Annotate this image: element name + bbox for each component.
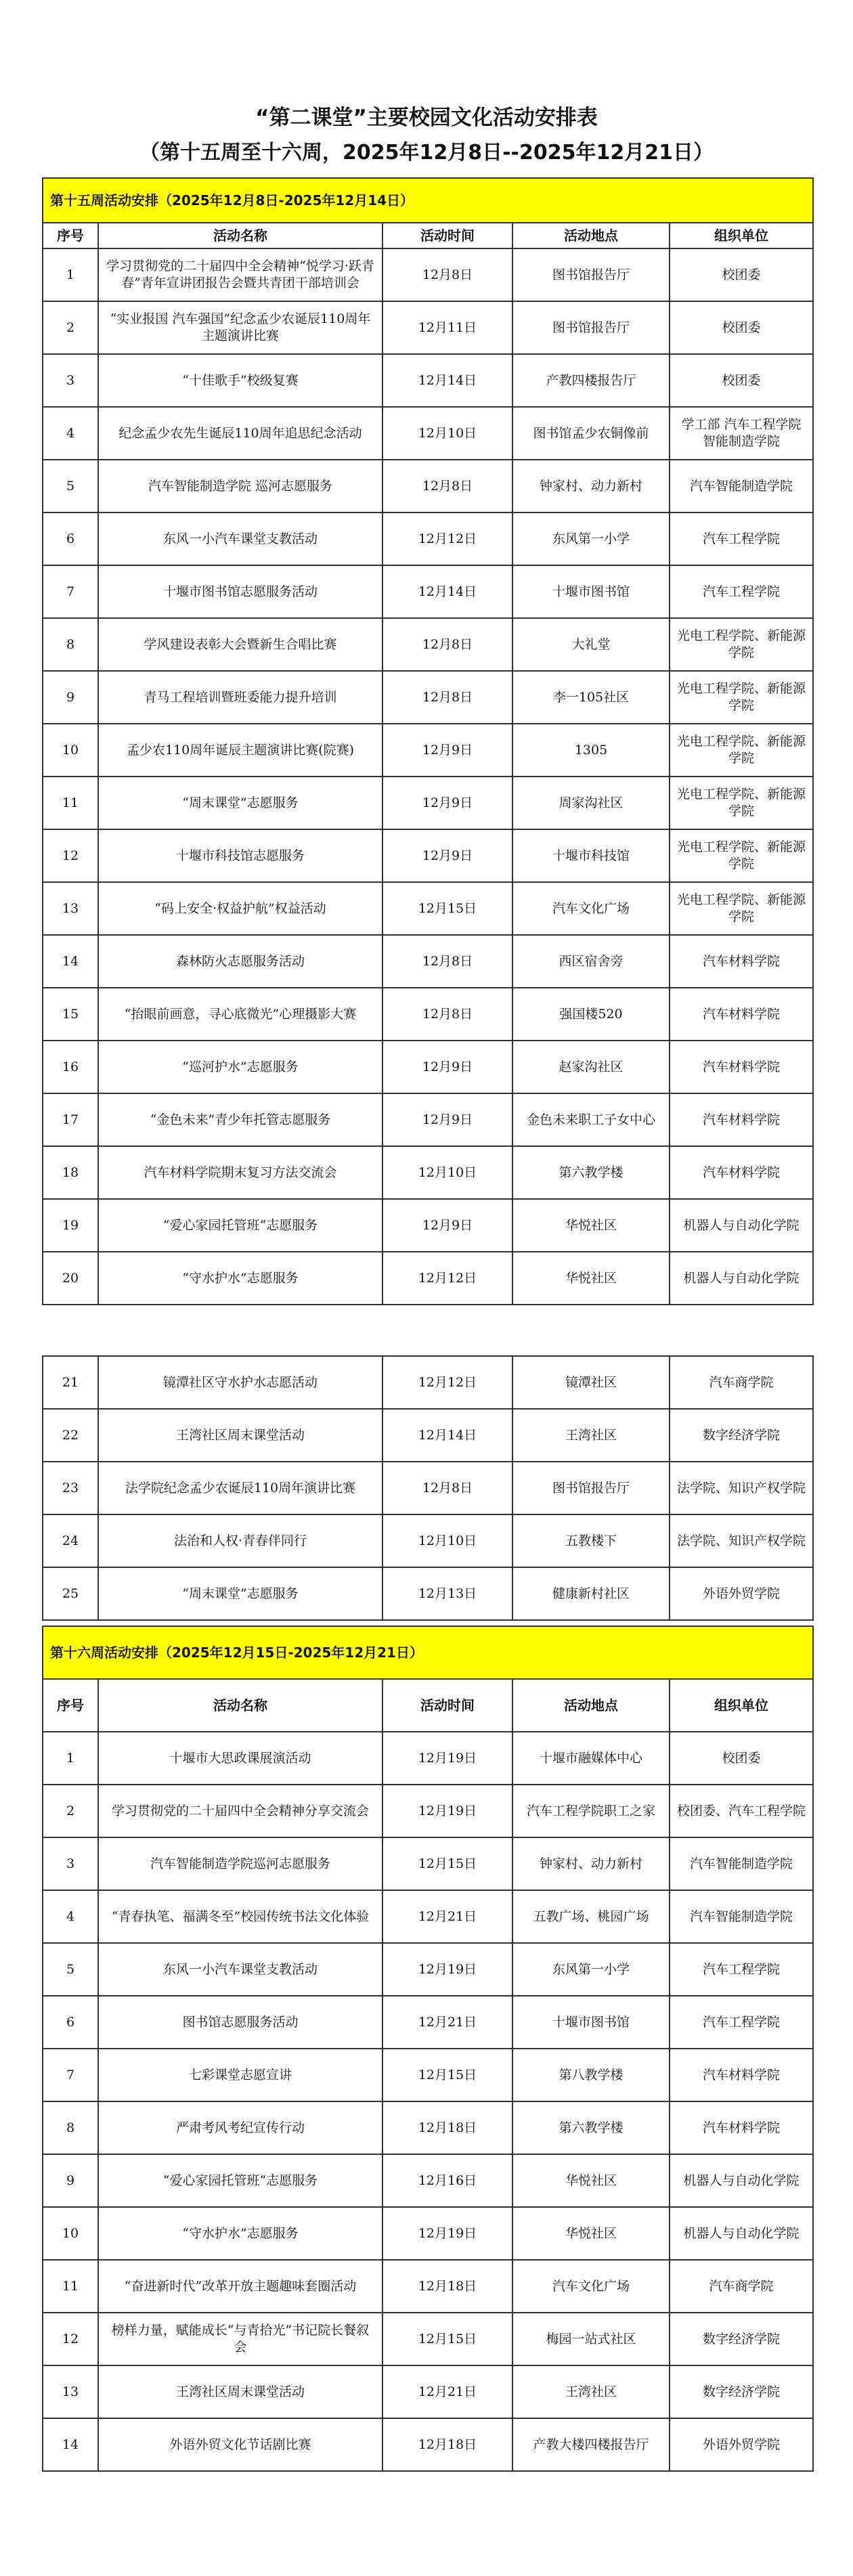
activity-location: 十堰市融媒体中心 [512,1732,670,1785]
row-index: 17 [43,1093,98,1146]
activity-time: 12月14日 [382,354,512,407]
week15-table-part2 [42,1355,812,1621]
activity-time: 12月18日 [382,2418,512,2471]
row-index: 7 [43,565,98,618]
table-row [43,1356,813,1409]
header-activity-name: 活动名称 [98,223,382,248]
activity-time: 12月10日 [382,1514,512,1567]
activity-name: “码上安全·权益护航”权益活动 [98,882,382,935]
activity-name: 东风一小汽车课堂支教活动 [98,512,382,565]
activity-time: 12月13日 [382,1567,512,1620]
table-row [43,1462,813,1514]
row-index: 4 [43,407,98,460]
row-index: 16 [43,1041,98,1093]
activity-name: 学风建设表彰大会暨新生合唱比赛 [98,618,382,671]
activity-time: 12月8日 [382,248,512,301]
table-row [43,829,813,882]
organizer-unit: 法学院、知识产权学院 [670,1514,813,1567]
activity-location: 图书馆报告厅 [512,1462,670,1514]
header-activity-location: 活动地点 [512,1679,670,1732]
activity-location: 五教楼下 [512,1514,670,1567]
table-row [43,1567,813,1620]
row-index: 9 [43,671,98,724]
header-organizer: 组织单位 [670,223,813,248]
row-index: 14 [43,935,98,988]
activity-time: 12月15日 [382,2049,512,2101]
activity-time: 12月8日 [382,988,512,1041]
activity-location: 华悦社区 [512,1252,670,1305]
row-index: 8 [43,618,98,671]
organizer-unit: 光电工程学院、新能源学院 [670,882,813,935]
activity-name: “守水护水”志愿服务 [98,2207,382,2260]
row-index: 6 [43,512,98,565]
activity-time: 12月21日 [382,1996,512,2049]
activity-location: 金色未来职工子女中心 [512,1093,670,1146]
organizer-unit: 校团委 [670,354,813,407]
activity-name: “奋进新时代”改革开放主题趣味套圈活动 [98,2260,382,2313]
week15-heading: 第十五周活动安排（2025年12月8日-2025年12月14日） [43,178,813,223]
activity-time: 12月8日 [382,460,512,512]
activity-time: 12月15日 [382,882,512,935]
activity-name: “周末课堂”志愿服务 [98,1567,382,1620]
row-index: 2 [43,1785,98,1837]
table-row [43,1252,813,1305]
activity-time: 12月14日 [382,565,512,618]
row-index: 12 [43,829,98,882]
organizer-unit: 外语外贸学院 [670,1567,813,1620]
activity-location: 汽车工程学院职工之家 [512,1785,670,1837]
organizer-unit: 光电工程学院、新能源学院 [670,724,813,777]
activity-location: 镜潭社区 [512,1356,670,1409]
table-row [43,1093,813,1146]
activity-name: 十堰市科技馆志愿服务 [98,829,382,882]
activity-name: 汽车智能制造学院 巡河志愿服务 [98,460,382,512]
table-row [43,2418,813,2471]
organizer-unit: 法学院、知识产权学院 [670,1462,813,1514]
table-row [43,1996,813,2049]
table-row [43,935,813,988]
activity-time: 12月9日 [382,1199,512,1252]
activity-location: 健康新村社区 [512,1567,670,1620]
row-index: 24 [43,1514,98,1567]
activity-time: 12月10日 [382,1146,512,1199]
activity-name: 十堰市图书馆志愿服务活动 [98,565,382,618]
row-index: 14 [43,2418,98,2471]
organizer-unit: 汽车智能制造学院 [670,1890,813,1943]
activity-name: 榜样力量，赋能成长“与青拾光”书记院长餐叙会 [98,2313,382,2365]
row-index: 10 [43,2207,98,2260]
activity-time: 12月15日 [382,1837,512,1890]
organizer-unit: 汽车工程学院 [670,1943,813,1996]
table-row [43,1041,813,1093]
activity-name: 孟少农110周年诞辰主题演讲比赛(院赛) [98,724,382,777]
table-row [43,407,813,460]
activity-time: 12月19日 [382,1732,512,1785]
organizer-unit: 汽车材料学院 [670,1146,813,1199]
activity-time: 12月21日 [382,2365,512,2418]
activity-time: 12月18日 [382,2260,512,2313]
table-row [43,1514,813,1567]
activity-time: 12月9日 [382,777,512,829]
activity-location: 华悦社区 [512,2154,670,2207]
activity-name: 严肃考风考纪宣传行动 [98,2101,382,2154]
activity-time: 12月9日 [382,724,512,777]
activity-time: 12月21日 [382,1890,512,1943]
organizer-unit: 机器人与自动化学院 [670,1199,813,1252]
table-row [43,777,813,829]
activity-location: 强国楼520 [512,988,670,1041]
week16-heading: 第十六周活动安排（2025年12月15日-2025年12月21日） [43,1626,813,1679]
activity-location: 十堰市图书馆 [512,565,670,618]
organizer-unit: 数字经济学院 [670,1409,813,1462]
row-index: 25 [43,1567,98,1620]
activity-location: 第六教学楼 [512,2101,670,2154]
activity-time: 12月12日 [382,1356,512,1409]
organizer-unit: 校团委 [670,301,813,354]
table-row [43,1890,813,1943]
activity-location: 东风第一小学 [512,1943,670,1996]
row-index: 2 [43,301,98,354]
activity-location: 五教广场、桃园广场 [512,1890,670,1943]
organizer-unit: 汽车材料学院 [670,2049,813,2101]
activity-name: 汽车智能制造学院巡河志愿服务 [98,1837,382,1890]
organizer-unit: 汽车工程学院 [670,565,813,618]
activity-name: 图书馆志愿服务活动 [98,1996,382,2049]
row-index: 6 [43,1996,98,2049]
activity-name: “爱心家园托管班“志愿服务 [98,2154,382,2207]
activity-name: 东风一小汽车课堂支教活动 [98,1943,382,1996]
table-row [43,565,813,618]
activity-location: 钟家村、动力新村 [512,460,670,512]
table-row [43,1199,813,1252]
activity-location: 东风第一小学 [512,512,670,565]
activity-name: 学习贯彻党的二十届四中全会精神分享交流会 [98,1785,382,1837]
row-index: 18 [43,1146,98,1199]
table-row [43,2154,813,2207]
organizer-unit: 汽车智能制造学院 [670,460,813,512]
header-activity-location: 活动地点 [512,223,670,248]
organizer-unit: 汽车材料学院 [670,1093,813,1146]
organizer-unit: 校团委 [670,1732,813,1785]
activity-name: 青马工程培训暨班委能力提升培训 [98,671,382,724]
organizer-unit: 校团委、汽车工程学院 [670,1785,813,1837]
table-row [43,354,813,407]
activity-location: 华悦社区 [512,2207,670,2260]
activity-location: 十堰市图书馆 [512,1996,670,2049]
activity-name: 汽车材料学院期末复习方法交流会 [98,1146,382,1199]
table-row [43,2313,813,2365]
organizer-unit: 汽车材料学院 [670,935,813,988]
activity-location: 大礼堂 [512,618,670,671]
table-row [43,2365,813,2418]
activity-location: 王湾社区 [512,1409,670,1462]
table-row [43,618,813,671]
activity-name: 学习贯彻党的二十届四中全会精神“悦学习·跃青春”青年宣讲团报告会暨共青团干部培训会 [98,248,382,301]
activity-name: 王湾社区周末课堂活动 [98,2365,382,2418]
row-index: 4 [43,1890,98,1943]
activity-location: 图书馆报告厅 [512,248,670,301]
activity-location: 西区宿舍旁 [512,935,670,988]
activity-location: 汽车文化广场 [512,2260,670,2313]
table-header-row [43,223,813,248]
table-row [43,2049,813,2101]
organizer-unit: 光电工程学院、新能源学院 [670,671,813,724]
activity-name: 森林防火志愿服务活动 [98,935,382,988]
row-index: 3 [43,354,98,407]
table-row [43,512,813,565]
activity-location: 第八教学楼 [512,2049,670,2101]
organizer-unit: 光电工程学院、新能源学院 [670,777,813,829]
week16-table [42,1625,812,2472]
activity-name: 纪念孟少农先生诞辰110周年追思纪念活动 [98,407,382,460]
table-row [43,1943,813,1996]
activity-location: 产教大楼四楼报告厅 [512,2418,670,2471]
activity-location: 赵家沟社区 [512,1041,670,1093]
row-index: 20 [43,1252,98,1305]
organizer-unit: 汽车商学院 [670,2260,813,2313]
activity-time: 12月19日 [382,1943,512,1996]
organizer-unit: 汽车智能制造学院 [670,1837,813,1890]
organizer-unit: 外语外贸学院 [670,2418,813,2471]
row-index: 7 [43,2049,98,2101]
row-index: 21 [43,1356,98,1409]
activity-name: 王湾社区周末课堂活动 [98,1409,382,1462]
row-index: 5 [43,1943,98,1996]
activity-time: 12月8日 [382,671,512,724]
activity-time: 12月18日 [382,2101,512,2154]
activity-name: “金色未来”青少年托管志愿服务 [98,1093,382,1146]
activity-name: “青春执笔、福满冬至”校园传统书法文化体验 [98,1890,382,1943]
row-index: 13 [43,882,98,935]
table-row [43,882,813,935]
organizer-unit: 学工部 汽车工程学院 智能制造学院 [670,407,813,460]
table-row [43,988,813,1041]
activity-time: 12月9日 [382,1093,512,1146]
organizer-unit: 汽车商学院 [670,1356,813,1409]
activity-time: 12月10日 [382,407,512,460]
activity-location: 产教四楼报告厅 [512,354,670,407]
week15-table-part1 [42,177,812,1305]
table-row [43,2207,813,2260]
organizer-unit: 校团委 [670,248,813,301]
table-row [43,1837,813,1890]
document-subtitle: （第十五周至十六周，2025年12月8日--2025年12月21日） [139,141,714,165]
row-index: 3 [43,1837,98,1890]
table-row [43,1785,813,1837]
header-activity-name: 活动名称 [98,1679,382,1732]
activity-time: 12月8日 [382,618,512,671]
activity-name: “周末课堂”志愿服务 [98,777,382,829]
organizer-unit: 机器人与自动化学院 [670,1252,813,1305]
row-index: 22 [43,1409,98,1462]
activity-location: 周家沟社区 [512,777,670,829]
activity-location: 梅园一站式社区 [512,2313,670,2365]
activity-time: 12月12日 [382,1252,512,1305]
table-row [43,1409,813,1462]
activity-name: “爱心家园托管班“志愿服务 [98,1199,382,1252]
activity-location: 图书馆孟少农铜像前 [512,407,670,460]
organizer-unit: 汽车材料学院 [670,2101,813,2154]
header-activity-time: 活动时间 [382,223,512,248]
row-index: 8 [43,2101,98,2154]
activity-time: 12月14日 [382,1409,512,1462]
header-index: 序号 [43,1679,98,1732]
organizer-unit: 汽车工程学院 [670,512,813,565]
table-row [43,2101,813,2154]
activity-name: 十堰市大思政课展演活动 [98,1732,382,1785]
activity-name: 镜潭社区守水护水志愿活动 [98,1356,382,1409]
table-row [43,2260,813,2313]
row-index: 10 [43,724,98,777]
organizer-unit: 数字经济学院 [670,2365,813,2418]
activity-location: 第六教学楼 [512,1146,670,1199]
activity-location: 图书馆报告厅 [512,301,670,354]
header-organizer: 组织单位 [670,1679,813,1732]
activity-time: 12月9日 [382,829,512,882]
activity-name: 法学院纪念孟少农诞辰110周年演讲比赛 [98,1462,382,1514]
row-index: 11 [43,2260,98,2313]
organizer-unit: 汽车材料学院 [670,988,813,1041]
activity-location: 王湾社区 [512,2365,670,2418]
activity-location: 十堰市科技馆 [512,829,670,882]
activity-time: 12月8日 [382,1462,512,1514]
activity-name: 法治和人权·青春伴同行 [98,1514,382,1567]
organizer-unit: 汽车工程学院 [670,1996,813,2049]
table-row [43,248,813,301]
activity-location: 钟家村、动力新村 [512,1837,670,1890]
table-row [43,460,813,512]
table-row [43,1732,813,1785]
activity-time: 12月19日 [382,2207,512,2260]
activity-location: 1305 [512,724,670,777]
row-index: 5 [43,460,98,512]
activity-time: 12月8日 [382,935,512,988]
table-header-row [43,1679,813,1732]
row-index: 15 [43,988,98,1041]
activity-name: “实业报国 汽车强国”纪念孟少农诞辰110周年主题演讲比赛 [98,301,382,354]
row-index: 19 [43,1199,98,1252]
row-index: 11 [43,777,98,829]
activity-time: 12月16日 [382,2154,512,2207]
activity-time: 12月9日 [382,1041,512,1093]
activity-name: “十佳歌手”校级复赛 [98,354,382,407]
row-index: 12 [43,2313,98,2365]
table-row [43,724,813,777]
activity-time: 12月12日 [382,512,512,565]
document-title: “第二课堂”主要校园文化活动安排表 [255,106,598,130]
organizer-unit: 数字经济学院 [670,2313,813,2365]
activity-name: “守水护水”志愿服务 [98,1252,382,1305]
activity-name: “巡河护水”志愿服务 [98,1041,382,1093]
row-index: 13 [43,2365,98,2418]
activity-name: 外语外贸文化节话剧比赛 [98,2418,382,2471]
header-index: 序号 [43,223,98,248]
row-index: 9 [43,2154,98,2207]
row-index: 1 [43,1732,98,1785]
table-row [43,301,813,354]
activity-name: “抬眼前画意，寻心底微光”心理摄影大赛 [98,988,382,1041]
activity-time: 12月19日 [382,1785,512,1837]
organizer-unit: 光电工程学院、新能源学院 [670,618,813,671]
row-index: 1 [43,248,98,301]
activity-name: 七彩课堂志愿宣讲 [98,2049,382,2101]
organizer-unit: 机器人与自动化学院 [670,2207,813,2260]
organizer-unit: 汽车材料学院 [670,1041,813,1093]
activity-location: 李一105社区 [512,671,670,724]
header-activity-time: 活动时间 [382,1679,512,1732]
organizer-unit: 机器人与自动化学院 [670,2154,813,2207]
activity-location: 华悦社区 [512,1199,670,1252]
row-index: 23 [43,1462,98,1514]
table-row [43,671,813,724]
activity-time: 12月11日 [382,301,512,354]
organizer-unit: 光电工程学院、新能源学院 [670,829,813,882]
activity-time: 12月15日 [382,2313,512,2365]
table-row [43,1146,813,1199]
activity-location: 汽车文化广场 [512,882,670,935]
